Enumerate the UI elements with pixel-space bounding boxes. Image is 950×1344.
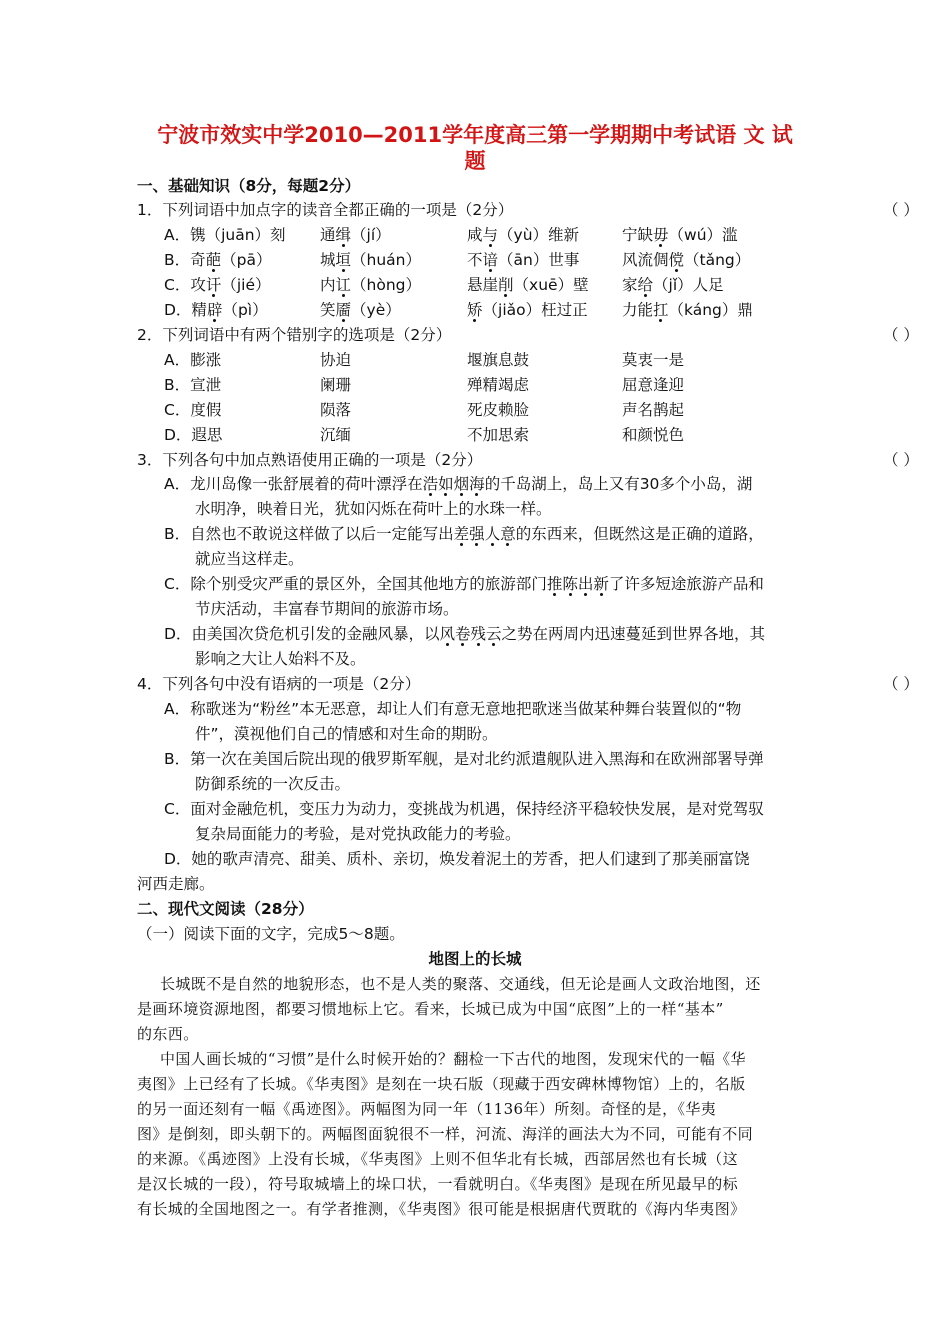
q4-option-d: D．她的歌声清亮、甜美、质朴、亲切，焕发着泥土的芳香，把人们逮到了那美丽富饶 (164, 850, 750, 868)
q1-c-2: 内讧（hòng） (320, 276, 422, 294)
dotted-char: 烟 (453, 475, 470, 493)
q1-d-4: 力能扛（káng）鼎 (622, 301, 753, 319)
q4-option-c: C．面对金融危机，变压力为动力，变挑战为机遇，保持经济平稳较快发展，是对党驾驭 (164, 800, 764, 818)
article-line-3: 的东西。 (137, 1025, 199, 1043)
q1-row-d (0, 298, 950, 323)
article-line-6: 的另一面还刻有一幅《禹迹图》。两幅图为同一年（1136年）所刻。奇怪的是，《华夷 (137, 1100, 717, 1118)
dotted-char: 风 (439, 625, 455, 643)
q1-d-3: 矫（jiǎo）枉过正 (467, 301, 588, 319)
q3-c-pre: 除个别受灾严重的景区外，全国其他地方的旅游部门 (190, 575, 547, 593)
q2-b-3: 殚精竭虑 (467, 376, 530, 394)
q1-a-4: 宁缺毋（wú）滥 (622, 226, 738, 244)
article-line-2: 是画环境资源地图，都要习惯地标上它。看来，长城已成为中国“底图”上的一样“基本” (137, 1000, 724, 1018)
q1-stem-text: 1．下列词语中加点字的读音全都正确的一项是（2分） (137, 201, 514, 219)
q2-d-3: 不加思索 (467, 426, 530, 444)
q3-b-label: B． (164, 525, 191, 543)
q2-d-2: 沉缅 (320, 426, 352, 444)
q3-a-post: 的千岛湖上，岛上又有30多个小岛，湖 (484, 475, 753, 493)
q1-row-c (0, 273, 950, 298)
q4-option-c-line2: 复杂局面能力的考验，是对党执政能力的考验。 (195, 825, 521, 843)
q1-b-2: 城垣（huán） (320, 251, 422, 269)
section1-header: 一、基础知识（8分，每题2分） (137, 177, 361, 195)
title-line-1: 宁波市效实中学2010—2011学年度高三第一学期期中考试语 文 试 (157, 123, 793, 147)
q1-b-4: 风流倜傥（tǎng） (622, 251, 751, 269)
q2-row-b (0, 373, 950, 398)
q3-d-post: 之势在两周内迅速蔓延到世界各地，其 (501, 625, 766, 643)
q2-a-2: 协迫 (320, 351, 352, 369)
q1-b-3: 不谙（ān）世事 (467, 251, 580, 269)
q3-c-post: 了许多短途旅游产品和 (608, 575, 764, 593)
q3-a-idiom (423, 475, 485, 493)
q2-c-3: 死皮赖脸 (467, 401, 530, 419)
q2-b-2: 阑珊 (320, 376, 352, 394)
q1-answer-paren: （ ） (883, 201, 919, 219)
q1-row-a (0, 223, 950, 248)
dotted-char: 云 (486, 625, 502, 643)
q1-row-b (0, 248, 950, 273)
title-line-2: 题 (464, 149, 486, 173)
q3-option-b (164, 522, 764, 547)
q2-row-d (0, 423, 950, 448)
q2-a-4: 莫衷一是 (622, 351, 685, 369)
q2-a-1: A．膨涨 (164, 351, 222, 369)
q4-option-b: B．第一次在美国后院出现的俄罗斯军舰，是对北约派遣舰队进入黑海和在欧洲部署导弹 (164, 750, 764, 768)
q3-b-idiom (454, 525, 516, 543)
dotted-char: 出 (577, 575, 594, 593)
q2-d-1: D．遐思 (164, 426, 223, 444)
q3-c-idiom (547, 575, 609, 593)
q3-b-pre: 自然也不敢说这样做了以后一定能写出 (190, 525, 454, 543)
dotted-char: 差 (453, 525, 470, 543)
q3-option-a (164, 472, 752, 497)
q2-a-3: 堰旗息鼓 (467, 351, 530, 369)
q1-c-3: 悬崖削（xuē）壁 (467, 276, 589, 294)
q3-stem-text: 3．下列各句中加点熟语使用正确的一项是（2分） (137, 451, 483, 469)
dotted-char: 推 (546, 575, 563, 593)
section2-header: 二、现代文阅读（28分） (137, 900, 314, 918)
q3-option-c (164, 572, 764, 597)
q4-option-a: A．称歌迷为“粉丝”本无恶意，却让人们有意无意地把歌迷当做某种舞台装置似的“物 (164, 700, 742, 718)
q1-d-1: D．精辟（pì） (164, 301, 268, 319)
q3-d-idiom (439, 625, 501, 643)
dotted-char: 海 (469, 475, 485, 493)
dotted-char: 如 (438, 475, 454, 493)
q1-b-1: B．奇葩（pā） (164, 251, 272, 269)
article-line-7: 图》是倒刻，即头朝下的。两幅图面貌很不一样，河流、海洋的画法大为不同，可能有不同 (137, 1125, 754, 1143)
q2-c-1: C．度假 (164, 401, 222, 419)
q3-answer-paren: （ ） (883, 451, 919, 469)
q2-c-2: 陨落 (320, 401, 352, 419)
q4-option-a-line2: 件”，漠视他们自己的情感和对生命的期盼。 (195, 725, 498, 743)
article-line-4: 中国人画长城的“习惯”是什么时候开始的？翻检一下古代的地图，发现宋代的一幅《华 (160, 1050, 746, 1068)
q3-d-pre: 由美国次贷危机引发的金融风暴，以 (191, 625, 440, 643)
q4-answer-paren: （ ） (883, 675, 919, 693)
q1-d-2: 笑靥（yè） (320, 301, 401, 319)
q3-b-line2: 就应当这样走。 (195, 550, 304, 568)
q2-b-1: B．宣泄 (164, 376, 222, 394)
q3-c-line2: 节庆活动，丰富春节期间的旅游市场。 (195, 600, 459, 618)
dotted-char: 陈 (562, 575, 578, 593)
q4-stem-text: 4．下列各句中没有语病的一项是（2分） (137, 675, 421, 693)
q3-b-post: 的东西来，但既然这是正确的道路， (515, 525, 764, 543)
page-title (130, 122, 820, 174)
dotted-char: 强 (469, 525, 485, 543)
q4-stem (137, 672, 919, 697)
q1-c-1: C．攻讦（jié） (164, 276, 271, 294)
q2-c-4: 声名鹊起 (622, 401, 685, 419)
q3-d-line2: 影响之大让人始料不及。 (195, 650, 366, 668)
q2-row-c (0, 398, 950, 423)
q3-a-line2: 水明净，映着日光，犹如闪烁在荷叶上的水珠一样。 (195, 500, 552, 518)
dotted-char: 新 (593, 575, 609, 593)
article-title: 地图上的长城 (428, 950, 522, 968)
article-line-5: 夷图》上已经有了长城。《华夷图》是刻在一块石版（现藏于西安碑林博物馆）上的，名版 (137, 1075, 746, 1093)
dotted-char: 卷 (454, 625, 471, 643)
q1-a-2: 通缉（jí） (320, 226, 391, 244)
q3-d-label: D． (164, 625, 192, 643)
q1-a-3: 咸与（yù）维新 (467, 226, 580, 244)
q4-option-d-line2: 河西走廊。 (137, 875, 215, 893)
q2-answer-paren: （ ） (883, 326, 919, 344)
dotted-char: 浩 (422, 475, 439, 493)
q2-b-4: 屈意逢迎 (622, 376, 685, 394)
q2-stem (137, 323, 919, 348)
q4-option-b-line2: 防御系统的一次反击。 (195, 775, 351, 793)
section2-subheader: （一）阅读下面的文字，完成5～8题。 (137, 925, 405, 943)
article-line-1: 长城既不是自然的地貌形态，也不是人类的聚落、交通线，但无论是画人文政治地图，还 (160, 975, 761, 993)
article-line-10: 有长城的全国地图之一。有学者推测，《华夷图》很可能是根据唐代贾耽的《海内华夷图》 (137, 1200, 746, 1218)
q1-stem (137, 198, 919, 223)
q2-stem-text: 2．下列词语中有两个错别字的选项是（2分） (137, 326, 452, 344)
dotted-char: 意 (500, 525, 516, 543)
article-line-9: 是汉长城的一段），符号取城墙上的垛口状，一看就明白。《华夷图》是现在所见最早的标 (137, 1175, 739, 1193)
q3-a-label: A． (164, 475, 191, 493)
q1-c-4: 家给（jǐ）人足 (622, 276, 724, 294)
q2-d-4: 和颜悦色 (622, 426, 685, 444)
q3-stem (137, 448, 919, 473)
dotted-char: 人 (484, 525, 501, 543)
dotted-char: 残 (470, 625, 486, 643)
article-line-8: 的来源。《禹迹图》上没有长城，《华夷图》上则不但华北有长城，西部居然也有长城（这 (137, 1150, 739, 1168)
q2-row-a (0, 348, 950, 373)
q1-a-1: A．镌（juān）刻 (164, 226, 286, 244)
q3-a-pre: 龙川岛像一张舒展着的荷叶漂浮在 (190, 475, 423, 493)
q3-option-d (164, 622, 765, 647)
q3-c-label: C． (164, 575, 191, 593)
